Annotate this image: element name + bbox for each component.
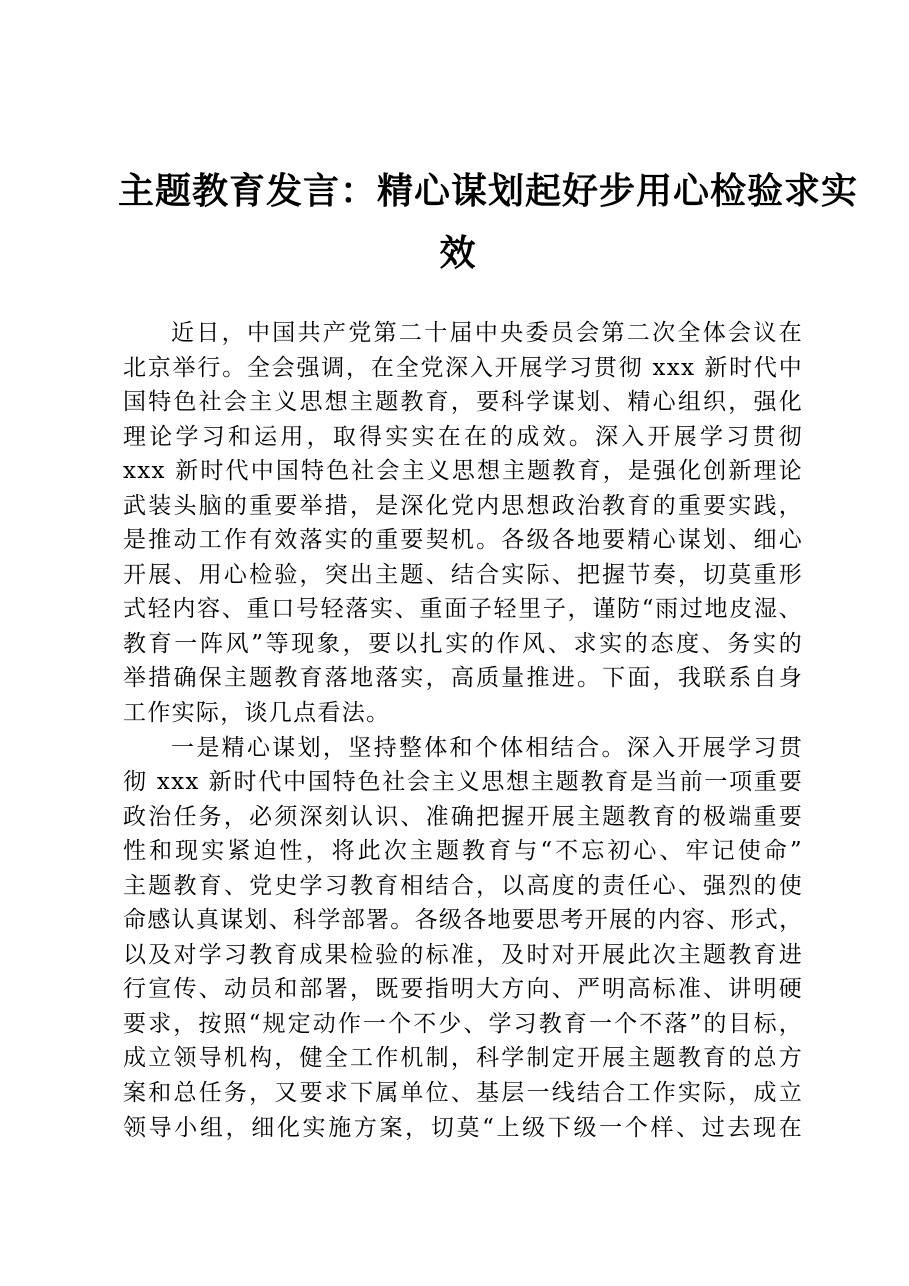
title-line: 效 <box>439 232 477 274</box>
text-line: 以及对学习教育成果检验的标准，及时对开展此次主题教育进 <box>123 941 803 968</box>
paragraph-point-one <box>123 731 803 1146</box>
text-line: 理论学习和运用，取得实实在在的成效。深入开展学习贯彻 <box>123 423 803 450</box>
text-line: 武装头脑的重要举措，是深化党内思想政治教育的重要实践， <box>123 492 803 519</box>
text-line: 式轻内容、重口号轻落实、重面子轻里子，谨防“雨过地皮湿、 <box>123 596 803 623</box>
text-line: 开展、用心检验，突出主题、结合实际、把握节奏，切莫重形 <box>123 561 803 588</box>
text-line: xxx 新时代中国特色社会主义思想主题教育，是强化创新理论 <box>123 458 803 485</box>
document-body <box>123 316 803 1145</box>
text-line: 政治任务，必须深刻认识、准确把握开展主题教育的极端重要 <box>123 803 803 830</box>
text-line: 领导小组，细化实施方案，切莫“上级下级一个样、过去现在 <box>123 1114 803 1141</box>
text-line: 教育一阵风”等现象，要以扎实的作风、求实的态度、务实的 <box>123 630 803 657</box>
paragraph-intro <box>123 316 803 731</box>
text-line: 是推动工作有效落实的重要契机。各级各地要精心谋划、细心 <box>123 527 803 554</box>
text-line: 案和总任务，又要求下属单位、基层一线结合工作实际，成立 <box>123 1080 803 1107</box>
text-line: 工作实际，谈几点看法。 <box>123 700 391 727</box>
text-line: 国特色社会主义思想主题教育，要科学谋划、精心组织，强化 <box>123 389 803 416</box>
text-line: 命感认真谋划、科学部署。各级各地要思考开展的内容、形式， <box>123 907 804 934</box>
text-line: 举措确保主题教育落地落实，高质量推进。下面，我联系自身 <box>123 665 803 692</box>
text-line: 北京举行。全会强调，在全党深入开展学习贯彻 xxx 新时代中 <box>123 354 803 381</box>
text-line: 主题教育、党史学习教育相结合，以高度的责任心、强烈的使 <box>123 872 803 899</box>
text-line: 要求，按照“规定动作一个不少、学习教育一个不落”的目标， <box>123 1010 803 1037</box>
text-line: 近日，中国共产党第二十届中央委员会第二次全体会议在 <box>171 320 803 346</box>
text-line: 彻 xxx 新时代中国特色社会主义思想主题教育是当前一项重要 <box>123 769 803 796</box>
document-title <box>118 160 859 284</box>
title-line: 主题教育发言：精心谋划起好步用心检验求实 <box>118 170 859 212</box>
text-line: 一是精心谋划，坚持整体和个体相结合。深入开展学习贯 <box>171 734 803 761</box>
text-line: 性和现实紧迫性，将此次主题教育与“不忘初心、牢记使命” <box>123 838 803 865</box>
text-line: 行宣传、动员和部署，既要指明大方向、严明高标准、讲明硬 <box>123 976 803 1003</box>
text-line: 成立领导机构，健全工作机制，科学制定开展主题教育的总方 <box>123 1045 803 1072</box>
